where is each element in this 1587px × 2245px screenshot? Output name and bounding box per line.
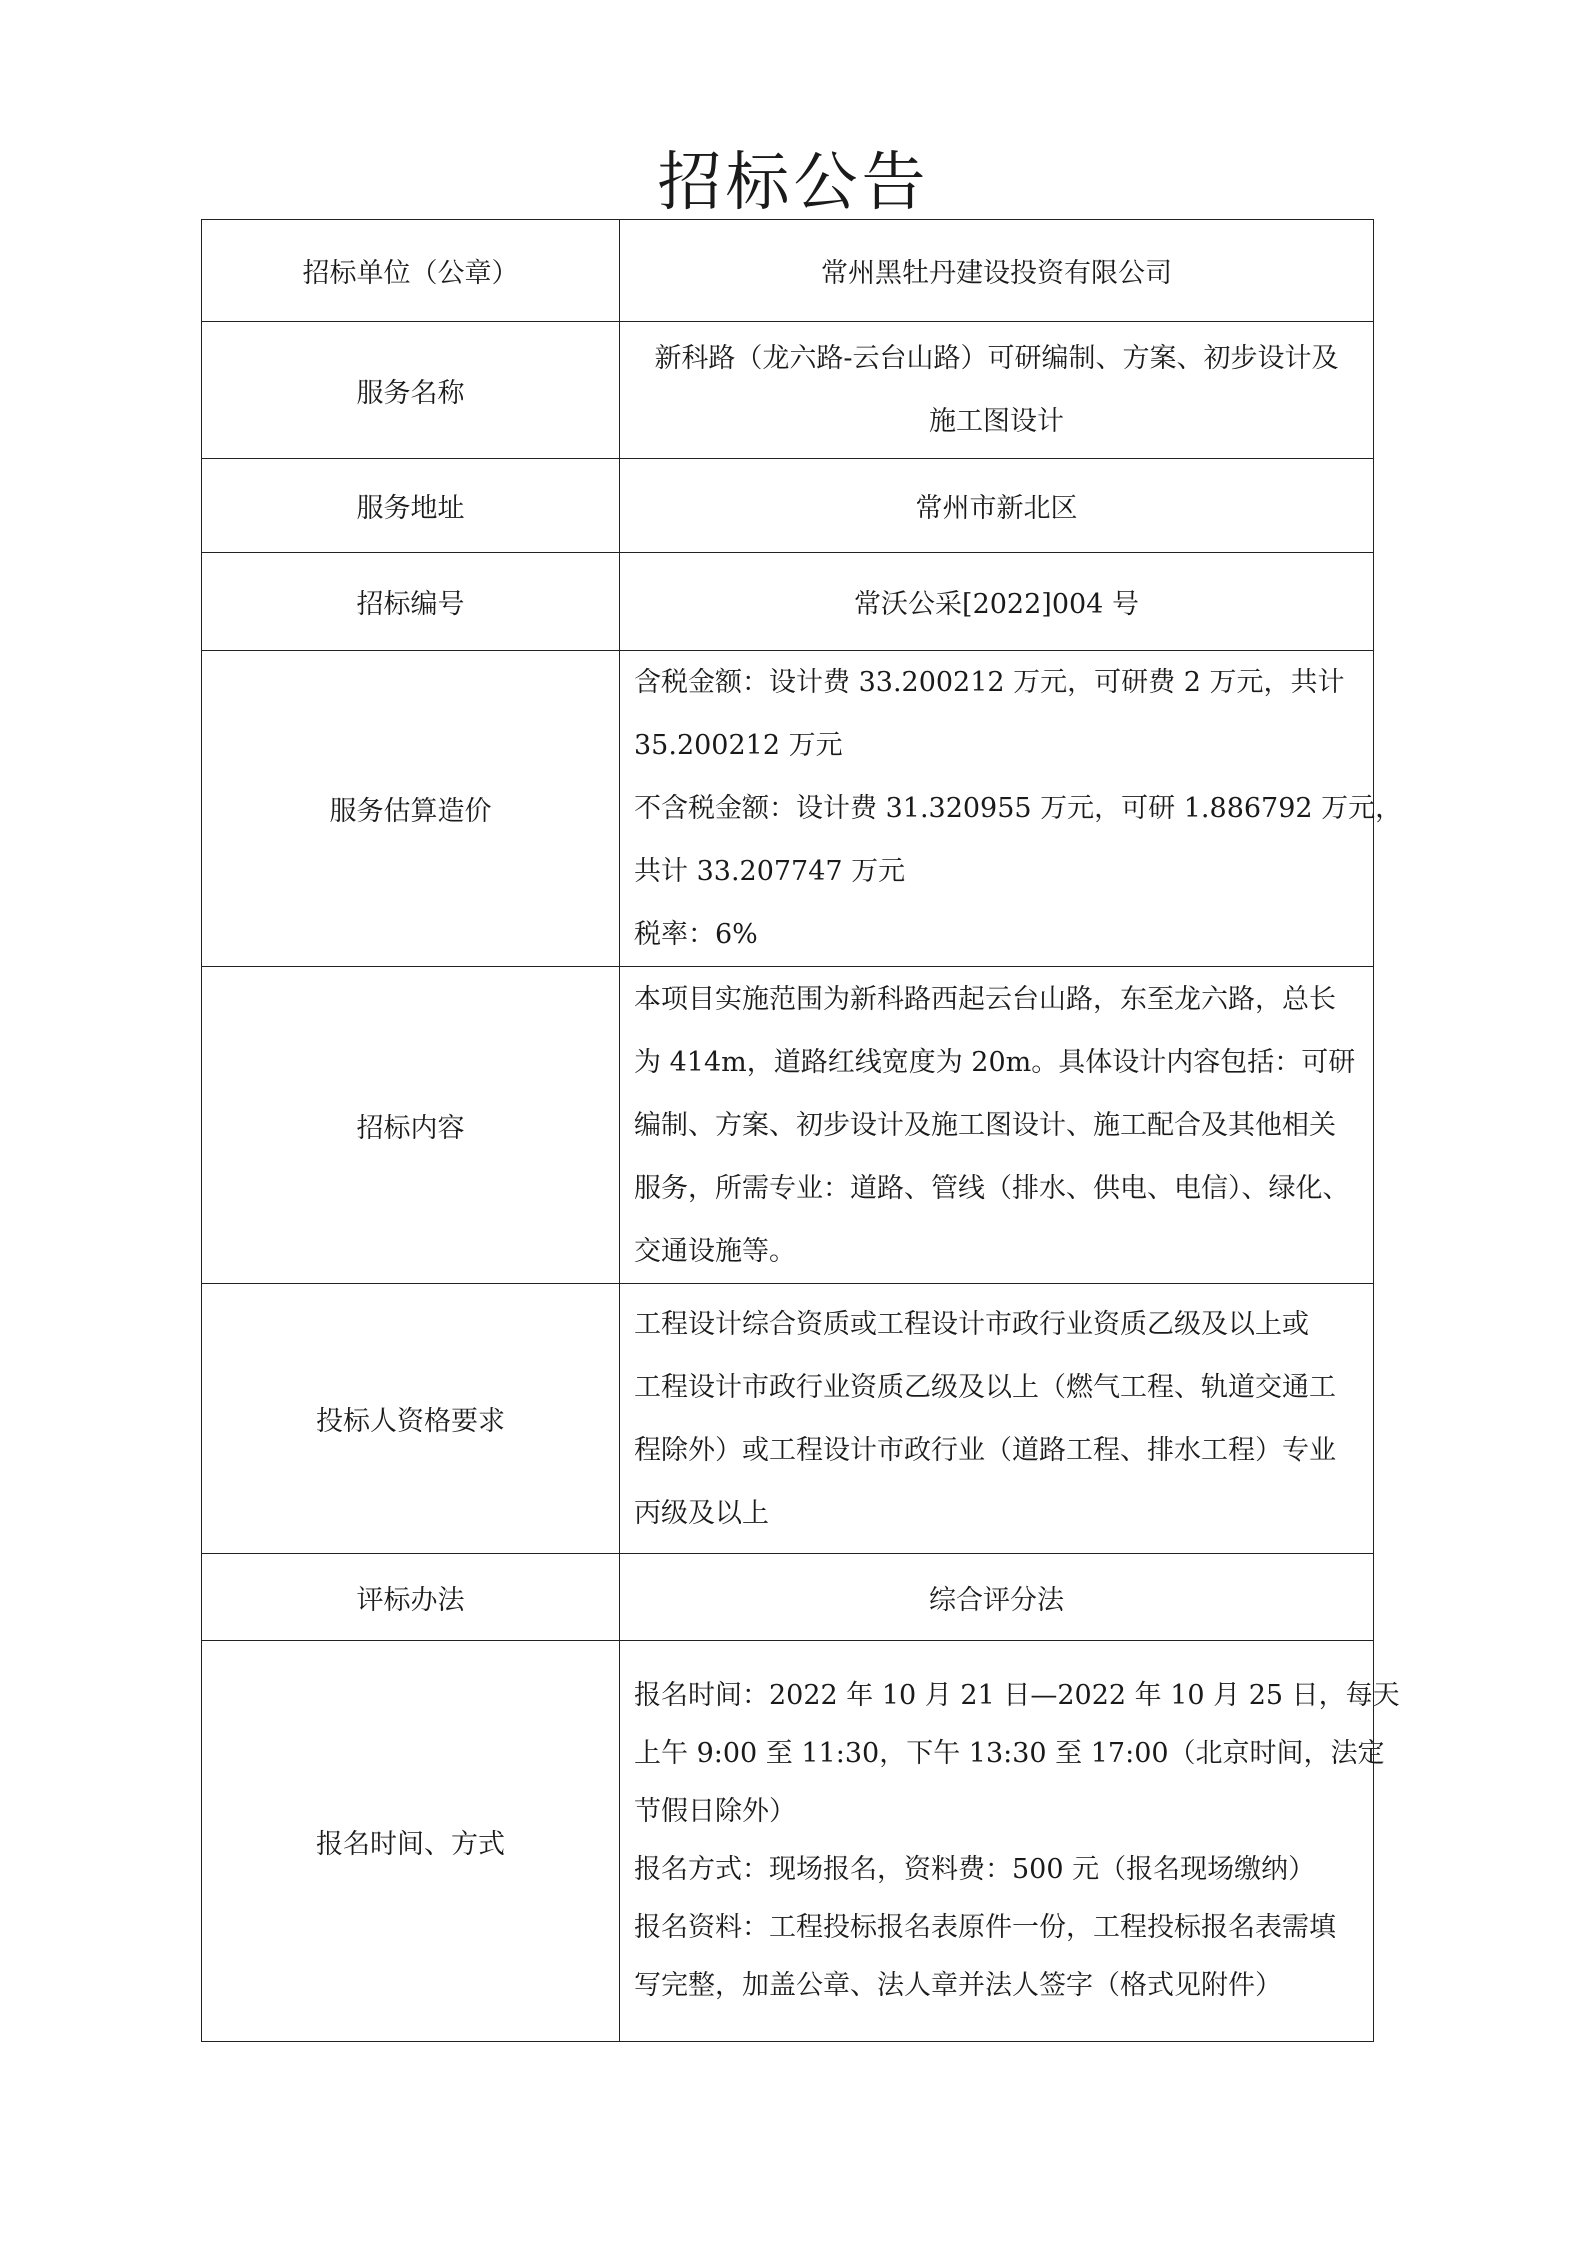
- row-label: 服务估算造价: [202, 651, 620, 967]
- row-value: [620, 1284, 1374, 1554]
- value-line: 为 414m，道路红线宽度为 20m。具体设计内容包括：可研: [634, 1046, 1356, 1078]
- row-value: 常沃公采[2022]004 号: [620, 553, 1374, 651]
- row-label: 服务地址: [202, 459, 620, 553]
- row-label: 服务名称: [202, 322, 620, 459]
- value-line: 交通设施等。: [634, 1235, 796, 1267]
- row-value: [620, 967, 1374, 1284]
- value-line: 施工图设计: [929, 406, 1064, 437]
- row-value: [620, 1641, 1400, 2042]
- row-label: 评标办法: [202, 1554, 620, 1641]
- value-line: 含税金额：设计费 33.200212 万元，可研费 2 万元，共计: [634, 667, 1345, 698]
- value-line: 报名方式：现场报名，资料费：500 元（报名现场缴纳）: [634, 1854, 1316, 1885]
- table-row: [202, 651, 1374, 967]
- value-line: 程除外）或工程设计市政行业（道路工程、排水工程）专业: [634, 1434, 1336, 1466]
- value-line: 丙级及以上: [634, 1497, 769, 1529]
- row-label: 招标内容: [202, 967, 620, 1284]
- row-value: 综合评分法: [620, 1554, 1374, 1641]
- row-value: 常州黑牡丹建设投资有限公司: [620, 220, 1374, 322]
- table-row: [202, 1284, 1374, 1554]
- value-line: 编制、方案、初步设计及施工图设计、施工配合及其他相关: [634, 1109, 1336, 1141]
- tender-notice-table: [201, 219, 1403, 2042]
- value-line: 本项目实施范围为新科路西起云台山路，东至龙六路，总长: [634, 983, 1336, 1015]
- table-row: [202, 967, 1374, 1284]
- value-line: 服务，所需专业：道路、管线（排水、供电、电信）、绿化、: [634, 1172, 1350, 1204]
- value-line: 报名资料：工程投标报名表原件一份，工程投标报名表需填: [634, 1912, 1336, 1943]
- row-label: 招标单位（公章）: [202, 220, 620, 322]
- value-line: 写完整，加盖公章、法人章并法人签字（格式见附件）: [634, 1970, 1282, 2001]
- table-row: [202, 220, 1374, 322]
- row-label: 报名时间、方式: [202, 1641, 620, 2042]
- row-value: [620, 322, 1374, 459]
- table-row: [202, 553, 1374, 651]
- page-title: 招标公告: [657, 146, 930, 220]
- row-value: [620, 651, 1403, 967]
- value-line: 新科路（龙六路-云台山路）可研编制、方案、初步设计及: [654, 343, 1339, 374]
- row-label: 招标编号: [202, 553, 620, 651]
- table-row: [202, 1641, 1374, 2042]
- table-row: [202, 1554, 1374, 1641]
- value-line: 节假日除外）: [634, 1796, 796, 1827]
- value-line: 不含税金额：设计费 31.320955 万元，可研 1.886792 万元，: [634, 793, 1403, 824]
- value-line: 报名时间：2022 年 10 月 21 日—2022 年 10 月 25 日，每天: [634, 1680, 1400, 1711]
- row-value: 常州市新北区: [620, 459, 1374, 553]
- value-line: 共计 33.207747 万元: [634, 856, 906, 887]
- row-label: 投标人资格要求: [202, 1284, 620, 1554]
- value-line: 工程设计市政行业资质乙级及以上（燃气工程、轨道交通工: [634, 1371, 1336, 1403]
- value-line: 税率：6%: [634, 919, 758, 950]
- value-line: 工程设计综合资质或工程设计市政行业资质乙级及以上或: [634, 1308, 1309, 1340]
- table-row: [202, 322, 1374, 459]
- table-row: [202, 459, 1374, 553]
- value-line: 上午 9:00 至 11:30，下午 13:30 至 17:00（北京时间，法定: [634, 1738, 1385, 1769]
- value-line: 35.200212 万元: [634, 730, 843, 761]
